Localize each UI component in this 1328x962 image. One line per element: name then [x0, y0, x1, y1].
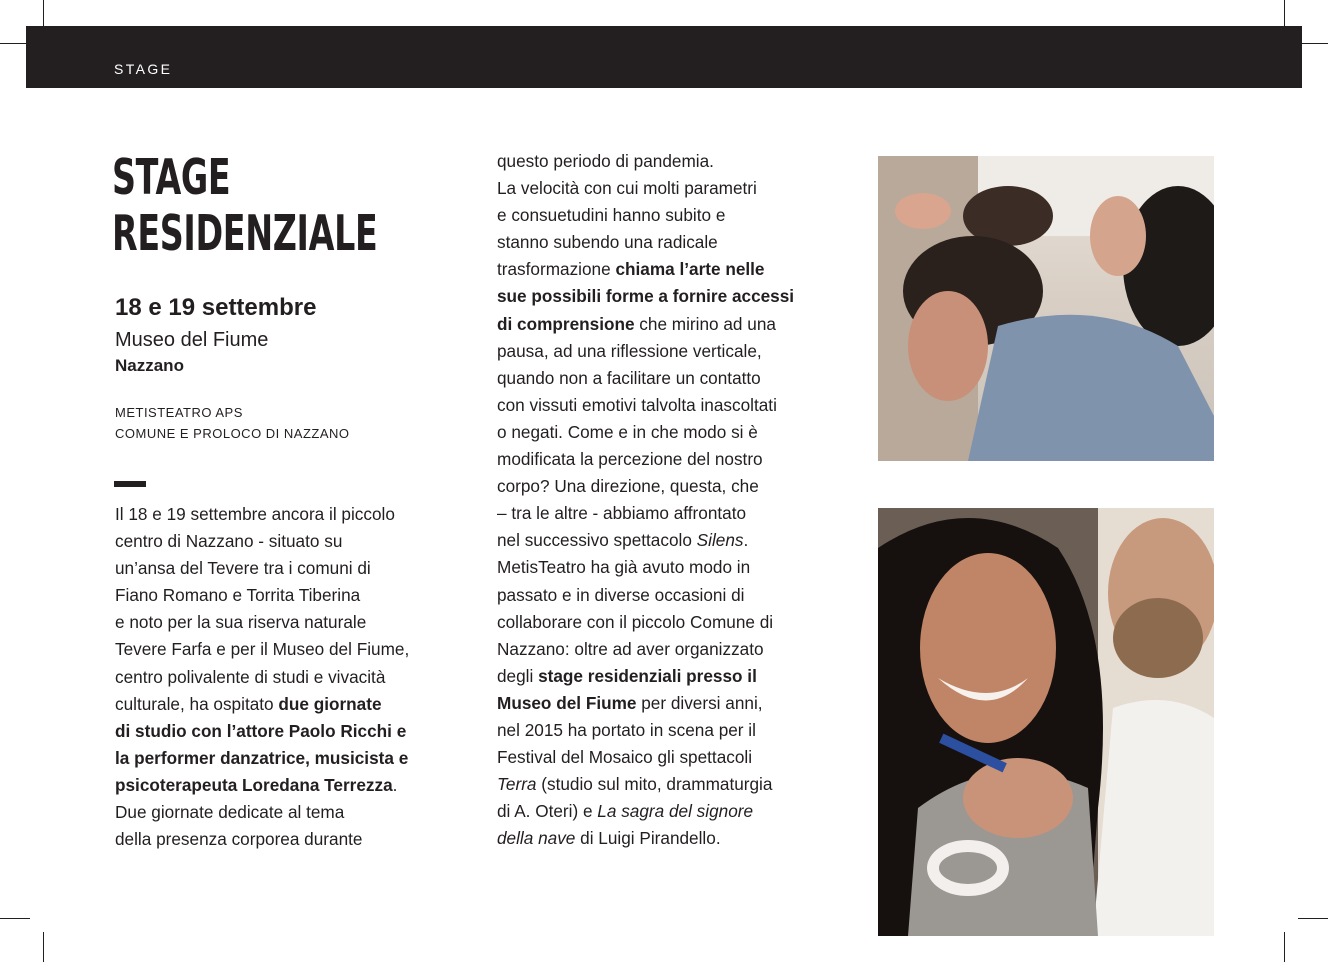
crop-mark — [43, 932, 44, 962]
text-line — [115, 745, 409, 772]
text-line — [497, 283, 794, 310]
text-run: Terra — [497, 774, 537, 795]
text-line — [497, 500, 794, 527]
text-line — [115, 799, 409, 826]
text-run: Due giornate dedicate al tema — [115, 802, 345, 823]
text-run: . — [392, 774, 398, 795]
text-line — [497, 798, 794, 825]
text-run: questo periodo di pandemia. — [497, 151, 714, 171]
text-run: stanno subendo una radicale — [497, 232, 718, 253]
text-run: centro polivalente di studi e vivacità — [115, 666, 386, 687]
text-line — [115, 772, 409, 799]
text-run: passato e in diverse occasioni di — [497, 584, 745, 605]
text-line — [497, 419, 794, 446]
organizer-line: METISTEATRO APS — [115, 405, 243, 420]
text-run: Museo del Fiume — [497, 692, 637, 713]
crop-mark — [1284, 932, 1285, 962]
text-run: della presenza corporea durante — [115, 829, 363, 850]
text-run: culturale, ha ospitato — [115, 693, 279, 714]
section-label: STAGE — [114, 61, 173, 77]
text-line — [115, 528, 409, 555]
text-line — [497, 256, 794, 283]
text-run: (studio sul mito, drammaturgia — [536, 774, 773, 795]
crop-mark — [1298, 918, 1328, 919]
text-run: Fiano Romano e Torrita Tiberina — [115, 585, 361, 606]
text-line — [115, 664, 409, 691]
text-run: due giornate — [278, 693, 382, 714]
text-line — [115, 826, 409, 853]
text-run: collaborare con il piccolo Comune di — [497, 611, 774, 632]
text-run: un’ansa del Tevere tra i comuni di — [115, 558, 371, 579]
text-line — [115, 691, 409, 718]
text-line — [497, 202, 794, 229]
event-dates: 18 e 19 settembre — [115, 294, 317, 321]
photo-smiling-woman — [878, 508, 1214, 936]
text-line — [115, 609, 409, 636]
text-run: che mirino ad una — [634, 313, 776, 334]
text-line — [497, 446, 794, 473]
text-line — [497, 229, 794, 256]
text-line — [497, 744, 794, 771]
text-run: e noto per la sua riserva naturale — [115, 612, 367, 633]
text-run: stage residenziali presso il — [538, 665, 757, 686]
text-run: Silens — [696, 530, 744, 551]
text-run: quando non a facilitare un contatto — [497, 367, 761, 388]
text-run: La velocità con cui molti parametri — [497, 178, 757, 199]
text-run: della nave — [497, 828, 576, 849]
event-town: Nazzano — [115, 356, 184, 375]
text-line — [497, 717, 794, 744]
text-run: per diversi anni, — [636, 692, 763, 713]
text-run: trasformazione — [497, 259, 616, 280]
text-run: la performer danzatrice, musicista e — [115, 747, 409, 768]
text-run: . — [743, 530, 749, 551]
text-run: con vissuti emotivi talvolta inascoltati — [497, 394, 777, 415]
text-run: di studio con l’attore Paolo Ricchi e — [115, 720, 407, 741]
text-run: Il 18 e 19 settembre ancora il piccolo — [115, 504, 395, 524]
text-run: chiama l’arte nelle — [615, 259, 765, 280]
text-line — [497, 148, 794, 175]
text-run: sue possibili forme a fornire accessi — [497, 286, 795, 307]
text-run: La sagra del signore — [597, 801, 754, 822]
event-venue: Museo del Fiume — [115, 329, 269, 351]
text-line — [497, 392, 794, 419]
text-run: o negati. Come e in che modo si è — [497, 421, 758, 442]
text-run: di comprensione — [497, 313, 635, 334]
text-run: degli — [497, 665, 539, 686]
text-line — [115, 582, 409, 609]
text-run: nel successivo spettacolo — [497, 530, 697, 551]
text-run: psicoterapeuta Loredana Terrezza — [115, 774, 393, 795]
text-line — [115, 718, 409, 745]
text-line — [497, 582, 794, 609]
divider-rule — [114, 481, 146, 487]
page-title-line2: RESIDENZIALE — [112, 205, 378, 262]
text-run: Festival del Mosaico gli spettacoli — [497, 747, 753, 768]
text-line — [497, 609, 794, 636]
text-run: centro di Nazzano - situato su — [115, 531, 343, 552]
text-line — [497, 636, 794, 663]
text-run: MetisTeatro ha già avuto modo in — [497, 557, 751, 578]
text-line — [497, 365, 794, 392]
text-run: di A. Oteri) e — [497, 801, 598, 822]
text-line — [497, 663, 794, 690]
text-line — [497, 690, 794, 717]
text-run: corpo? Una direzione, questa, che — [497, 476, 759, 497]
section-header-bar — [26, 26, 1302, 88]
crop-mark — [0, 918, 30, 919]
text-line — [497, 527, 794, 554]
text-run: pausa, ad una riflessione verticale, — [497, 340, 762, 361]
crop-mark — [1298, 43, 1328, 44]
text-run: e consuetudini hanno subito e — [497, 205, 726, 226]
text-line — [115, 555, 409, 582]
text-line — [497, 338, 794, 365]
text-line — [497, 771, 794, 798]
text-run: Nazzano: oltre ad aver organizzato — [497, 638, 764, 659]
text-line — [497, 175, 794, 202]
text-run: Tevere Farfa e per il Museo del Fiume, — [115, 639, 410, 660]
text-run: – tra le altre - abbiamo affrontato — [497, 503, 747, 524]
page-title-line1: STAGE — [112, 149, 231, 206]
body-text-column-left — [115, 501, 409, 853]
text-line — [497, 554, 794, 581]
organizer-line: COMUNE E PROLOCO DI NAZZANO — [115, 426, 350, 441]
text-run: di Luigi Pirandello. — [575, 828, 721, 849]
body-text-column-middle — [497, 148, 794, 852]
photo-workshop-participants — [878, 156, 1214, 461]
text-line — [497, 825, 794, 852]
text-line — [115, 636, 409, 663]
text-line — [115, 501, 409, 528]
text-run: modificata la percezione del nostro — [497, 449, 763, 470]
page-title — [112, 150, 377, 262]
text-run: nel 2015 ha portato in scena per il — [497, 719, 756, 740]
text-line — [497, 473, 794, 500]
text-line — [497, 311, 794, 338]
